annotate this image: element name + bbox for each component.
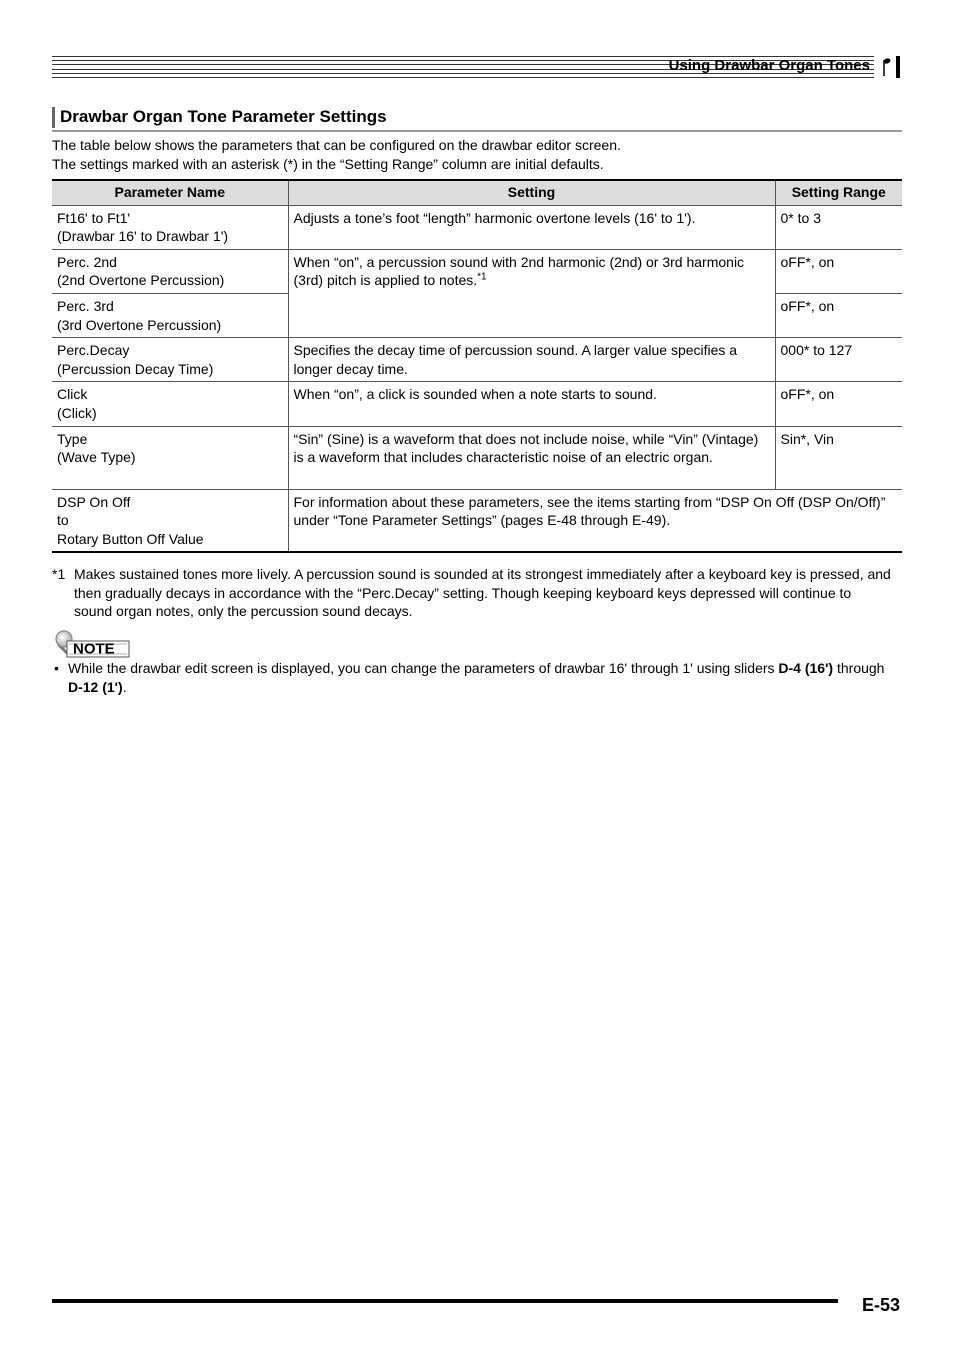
column-header-parameter-name: Parameter Name: [52, 180, 288, 205]
range-cell: 0* to 3: [775, 205, 902, 249]
note-text-part: through: [833, 660, 885, 676]
parameter-name: Perc.Decay: [57, 342, 130, 359]
intro-text: [52, 136, 621, 174]
setting-cell: [288, 249, 775, 337]
parameter-name-cell: [52, 338, 288, 382]
parameter-name-cell: [52, 426, 288, 489]
parameter-name-cell: [52, 382, 288, 426]
table-header-row: [52, 180, 902, 205]
header-title: Using Drawbar Organ Tones: [668, 57, 870, 74]
parameter-subname: (Click): [57, 404, 97, 421]
slider-ref-end: D-12 (1'): [68, 678, 123, 695]
magnifier-note-icon: [53, 630, 131, 658]
parameter-name: Type: [57, 430, 88, 447]
note-item: [52, 659, 892, 696]
section-title: Drawbar Organ Tone Parameter Settings: [60, 107, 387, 126]
setting-cell: For information about these parameters, see the items starting from “DSP On Off (DSP On/Off)” under “Tone Parameter Settings” (pages E-48 through E-49).: [288, 489, 902, 552]
column-header-setting: Setting: [288, 180, 775, 205]
parameter-name-cell: [52, 205, 288, 249]
bullet: •: [54, 660, 59, 676]
footer-rule: [52, 1299, 838, 1303]
parameter-subname: (Percussion Decay Time): [57, 360, 214, 377]
table-row: [52, 382, 902, 426]
footnote: [52, 565, 892, 621]
setting-cell: Specifies the decay time of percussion sound. A larger value specifies a longer decay time.: [288, 338, 775, 382]
note-text: [68, 659, 892, 696]
music-note-icon: [878, 56, 900, 78]
column-header-setting-range: Setting Range: [775, 180, 902, 205]
range-cell: 000* to 127: [775, 338, 902, 382]
table-row: [52, 426, 902, 489]
range-cell: oFF*, on: [775, 249, 902, 293]
note-text-part: While the drawbar edit screen is displayed, you can change the parameters of drawbar 16' through 1' using sliders: [68, 660, 779, 676]
range-cell: oFF*, on: [775, 293, 902, 337]
table-row: [52, 338, 902, 382]
setting-cell: “Sin” (Sine) is a waveform that does not include noise, while “Vin” (Vintage) is a waveform that includes characteristic noise of an electric organ.: [288, 426, 775, 489]
parameter-name: Perc. 2nd: [57, 253, 117, 270]
parameter-subname: (Wave Type): [57, 449, 136, 466]
slider-ref-start: D-4 (16'): [778, 660, 834, 676]
table-row: [52, 205, 902, 249]
range-cell: Sin*, Vin: [775, 426, 902, 489]
parameter-name-cell: [52, 249, 288, 293]
note-text-part: .: [122, 678, 127, 695]
page-number: E-53: [862, 1295, 901, 1315]
parameter-subname: (Drawbar 16' to Drawbar 1'): [57, 228, 229, 245]
range-cell: oFF*, on: [775, 382, 902, 426]
parameter-table: [52, 179, 902, 553]
section-heading: [52, 106, 902, 132]
parameter-name: Ft16' to Ft1': [57, 209, 131, 226]
footnote-mark: *1: [52, 566, 66, 582]
setting-cell: Adjusts a tone’s foot “length” harmonic overtone levels (16' to 1').: [288, 205, 775, 249]
parameter-name-cell: [52, 489, 288, 552]
heading-bar: [52, 107, 55, 128]
table-row: [52, 489, 902, 552]
parameter-subname: (2nd Overtone Percussion): [57, 272, 225, 289]
footnote-text: Makes sustained tones more lively. A percussion sound is sounded at its strongest immediately after a keyboard key is pressed, and then gradually decays in accordance with the “Perc.Decay” setting. Though keeping keyboard keys depressed will continue to sound organ notes, only the percussion sound decays.: [74, 566, 891, 620]
parameter-connector: to: [57, 512, 69, 529]
setting-text: When “on”, a percussion sound with 2nd harmonic (2nd) or 3rd harmonic (3rd) pitch is applied to notes.: [293, 253, 745, 289]
parameter-name-end: Rotary Button Off Value: [57, 530, 204, 547]
intro-line-1: The table below shows the parameters that can be configured on the drawbar editor screen.: [52, 137, 621, 153]
intro-line-2: The settings marked with an asterisk (*) in the “Setting Range” column are initial defaults.: [52, 156, 604, 172]
parameter-name: Click: [57, 386, 88, 403]
table-row: [52, 249, 902, 293]
footnote-ref: *1: [477, 271, 487, 283]
setting-cell: When “on”, a click is sounded when a note starts to sound.: [288, 382, 775, 426]
parameter-name-cell: [52, 293, 288, 337]
note-label: NOTE: [73, 640, 115, 658]
parameter-name: DSP On Off: [57, 493, 131, 510]
parameter-name: Perc. 3rd: [57, 297, 114, 314]
parameter-subname: (3rd Overtone Percussion): [57, 316, 222, 333]
